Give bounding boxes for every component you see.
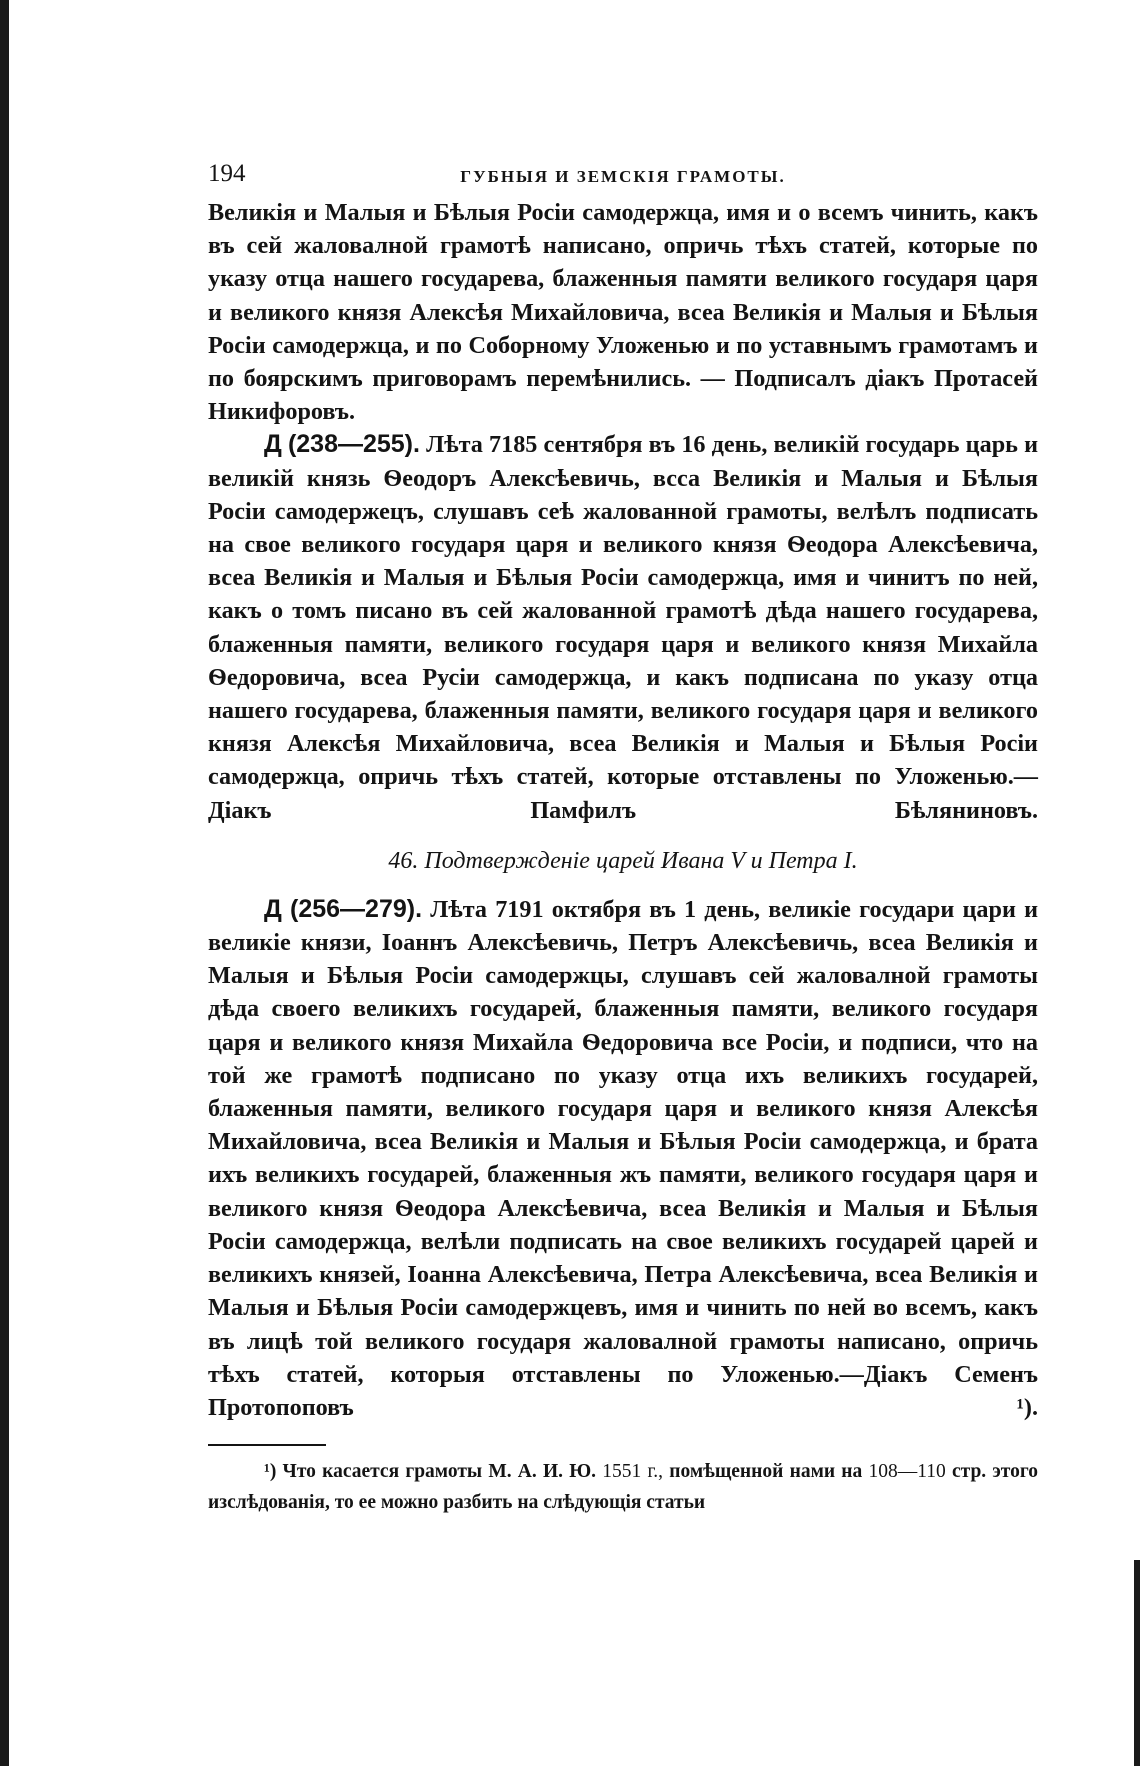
footnote-text-3: стр. этого изслѣдованія, то ее можно разбить на слѣдующія статьи bbox=[208, 1461, 1038, 1514]
section-heading: 46. Подтвержденіе царей Ивана V и Петра I. bbox=[388, 847, 858, 874]
footnote-text: Что касается грамоты М. А. И. Ю. bbox=[282, 1461, 597, 1483]
footnote-rule bbox=[208, 1444, 326, 1446]
footnote bbox=[208, 1456, 1038, 1518]
running-head: ГУБНЫЯ И ЗЕМСКІЯ ГРАМОТЫ. bbox=[460, 167, 786, 186]
scan-right-edge bbox=[1134, 1560, 1140, 1766]
scan-left-edge bbox=[0, 0, 9, 1766]
document-range: (256—279). bbox=[290, 894, 423, 923]
paragraph-2-text: Лѣта 7185 сентября въ 16 день, великій государь царь и великій князь Ѳеодоръ Алексѣевичь, всса Великія и Малыя и Бѣлыя Росіи самодержецъ, слушавъ сеѣ жалованной грамоты, велѣлъ подписать на свое великого государя царя и великого князя Ѳеодора Алексѣевича, всеа Великія и Малыя и Бѣлыя Росіи самодержца, имя и чинитъ по ней, какъ о томъ писано въ сей жалованной грамотѣ дѣда нашего государева, блаженныя памяти, великого государя царя и великого князя Михайла Ѳедоровича, всеа Русіи самодержца, и какъ подписана по указу отца нашего государева, блаженныя памяти, великого государя царя и великого князя Алексѣя Михайловича, всеа Великія и Малыя и Бѣлыя Росіи самодержца, опричь тѣхъ статей, которые отставлены по Уложенью.—Діакъ Памфилъ Бѣляниновъ. bbox=[208, 431, 1039, 824]
page-header bbox=[208, 160, 1038, 196]
document-marker: Д bbox=[264, 430, 282, 459]
document-marker: Д bbox=[264, 894, 282, 923]
footnote-year: 1551 г., bbox=[602, 1461, 664, 1483]
paragraph-2 bbox=[208, 428, 1038, 826]
footnote-pages: 108—110 bbox=[868, 1461, 946, 1483]
document-range: (238—255). bbox=[287, 430, 420, 459]
page-number: 194 bbox=[208, 160, 246, 187]
footnote-mark: ¹) bbox=[264, 1461, 277, 1483]
paragraph-3-text: Лѣта 7191 октября въ 1 день, великіе государи цари и великіе князи, Іоаннъ Алексѣевичь, Петръ Алексѣевичь, всеа Великія и Малыя и Бѣлыя Росіи самодержцы, слушавъ сей жаловалной грамоты дѣда своего великихъ государей, блаженныя памяти, великого государя царя и великого князя Михайла Ѳедоровича все Росіи, и подписи, что на той же грамотѣ подписано по указу отца ихъ великихъ государей, блаженныя памяти, великого государя царя и великого князя Алексѣя Михайловича, всеа Великія и Малыя и Бѣлыя Росіи самодержца, и брата ихъ великихъ государей, блаженныя жъ памяти, великого государя царя и великого князя Ѳеодора Алексѣевича, всеа Великія и Малыя и Бѣлыя Росіи самодержца, велѣли подписать на свое великихъ государей царей и великихъ князей, Іоанна Алексѣевича, Петра Алексѣевича, всеа Великія и Малыя и Бѣлыя Росіи самодержцевъ, имя и чинить по ней во всемъ, какъ въ лицѣ той великого государя жаловалной грамоты написано, опричь тѣхъ статей, которыя отставлены по Уложенью.—Діакъ Семенъ Протопоповъ ¹). bbox=[208, 895, 1039, 1421]
paragraph-3 bbox=[208, 893, 1038, 1424]
book-page bbox=[208, 160, 1038, 1518]
footnote-text-2: помѣщенной нами на bbox=[669, 1461, 863, 1483]
paragraph-1: Великія и Малыя и Бѣлыя Росіи самодержца, имя и о всемъ чинить, какъ въ сей жаловалной грамотѣ написано, опричь тѣхъ статей, которые по указу отца нашего государева, блаженныя памяти великого государя царя и великого князя Алексѣя Михайловича, всеа Великія и Малыя и Бѣлыя Росіи самодержца, и по Соборному Уложенью и по уставнымъ грамотамъ и по боярскимъ приговорамъ перемѣнились. — Подписалъ діакъ Протасей Никифоровъ. bbox=[208, 199, 1038, 426]
